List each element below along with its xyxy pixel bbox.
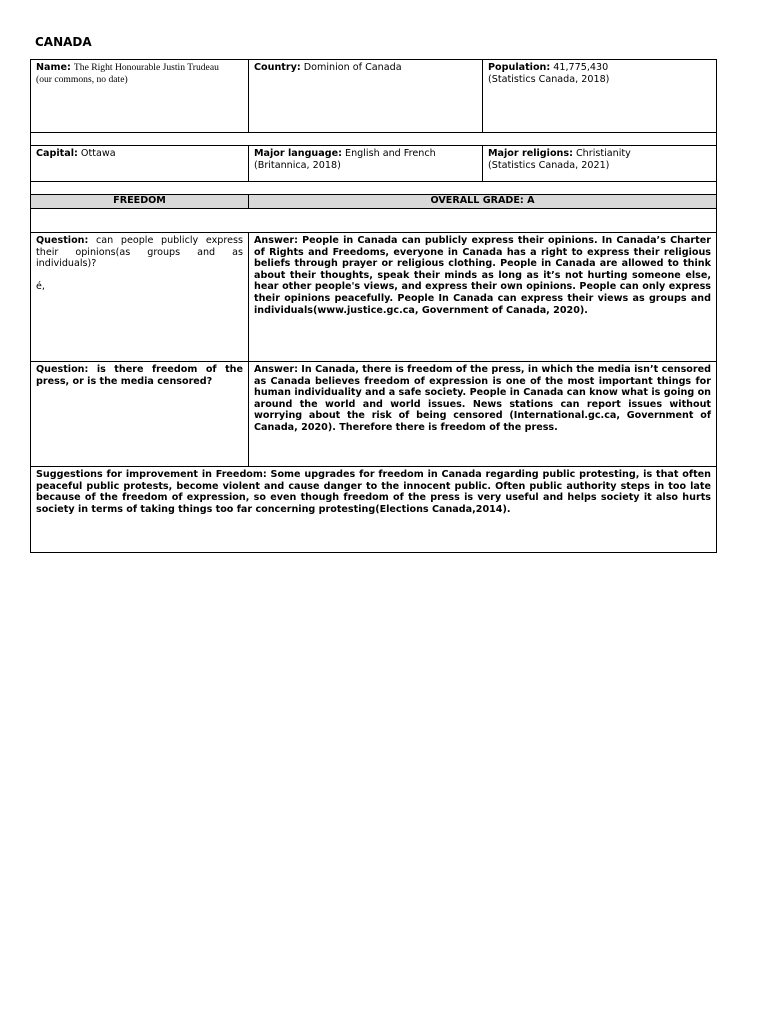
section-heading: FREEDOM: [31, 195, 249, 209]
population-value: 41,775,430: [553, 62, 609, 73]
spacer-cell: [31, 182, 717, 195]
population-cell: [483, 60, 717, 133]
question-note: é,: [36, 281, 45, 293]
answer-text: Answer: People in Canada can publicly express their opinions. In Canada’s Charter of Rights and Freedoms, everyone in Canada has a right to express their religious beliefs through prayer or religious clothing. People in Canada are allowed to think about their thoughts, speak their minds as long as it’s not hurting someone else, hear other people's views, and express their own opinions. People can only express their opinions peacefully. People In Canada can express their views as groups and individuals(www.justice.gc.ca, Government of Canada, 2020).: [254, 235, 711, 316]
religion-label: Major religions:: [488, 148, 573, 159]
suggestions-cell: [31, 467, 717, 553]
qa-row: [31, 362, 717, 467]
name-value: The Right Honourable Justin Trudeau: [73, 62, 219, 73]
section-header-row: [31, 195, 717, 209]
religion-cell: [483, 146, 717, 182]
population-source: (Statistics Canada, 2018): [488, 73, 610, 85]
population-label: Population:: [488, 62, 551, 73]
religion-value: Christianity: [575, 148, 631, 159]
question-cell: [31, 362, 249, 467]
overall-grade: OVERALL GRADE: A: [249, 195, 717, 209]
profile-row-1: [31, 60, 717, 133]
question-text: Question: is there freedom of the press, or is the media censored?: [36, 364, 243, 387]
name-source: (our commons, no date): [36, 73, 128, 85]
empty-row: [31, 209, 717, 233]
language-cell: [249, 146, 483, 182]
answer-cell: [249, 362, 717, 467]
qa-row: [31, 233, 717, 362]
spacer-row: [31, 133, 717, 146]
capital-value: Ottawa: [80, 148, 116, 159]
page-title: CANADA: [35, 35, 92, 49]
suggestions-text: Suggestions for improvement in Freedom: Some upgrades for freedom in Canada regarding public protesting, is that often peaceful public protests, become violent and cause danger to the innocent public. Often public authority steps in too late because of the freedom of expression, so even though freedom of the press is very useful and helps society it also hurts society in terms of taking things too far concerning protesting(Elections Canada,2014).: [36, 469, 711, 515]
question-text: can people publicly express their opinions(as groups and as individuals)?: [36, 235, 243, 270]
answer-text: Answer: In Canada, there is freedom of the press, in which the media isn’t censored as Canada believes freedom of expression is one of the most important things for human individuality and a safe society. People in Canada can know what is going on around the world and world issues. News stations can report issues without worrying about the risk of being censored (International.gc.ca, Government of Canada, 2020). Therefore there is freedom of the press.: [254, 364, 711, 433]
suggestions-row: [31, 467, 717, 553]
language-label: Major language:: [254, 148, 342, 159]
country-value: Dominion of Canada: [303, 62, 402, 73]
capital-cell: [31, 146, 249, 182]
name-cell: [31, 60, 249, 133]
language-source: (Britannica, 2018): [254, 159, 341, 171]
language-value: English and French: [345, 148, 436, 159]
country-profile-table: [30, 59, 717, 553]
question-label: Question:: [36, 235, 89, 246]
religion-source: (Statistics Canada, 2021): [488, 159, 610, 171]
answer-cell: [249, 233, 717, 362]
question-cell: [31, 233, 249, 362]
country-cell: [249, 60, 483, 133]
profile-row-2: [31, 146, 717, 182]
spacer-row: [31, 182, 717, 195]
empty-cell: [31, 209, 717, 233]
spacer-cell: [31, 133, 717, 146]
capital-label: Capital:: [36, 148, 78, 159]
country-label: Country:: [254, 62, 301, 73]
name-label: Name:: [36, 62, 71, 73]
